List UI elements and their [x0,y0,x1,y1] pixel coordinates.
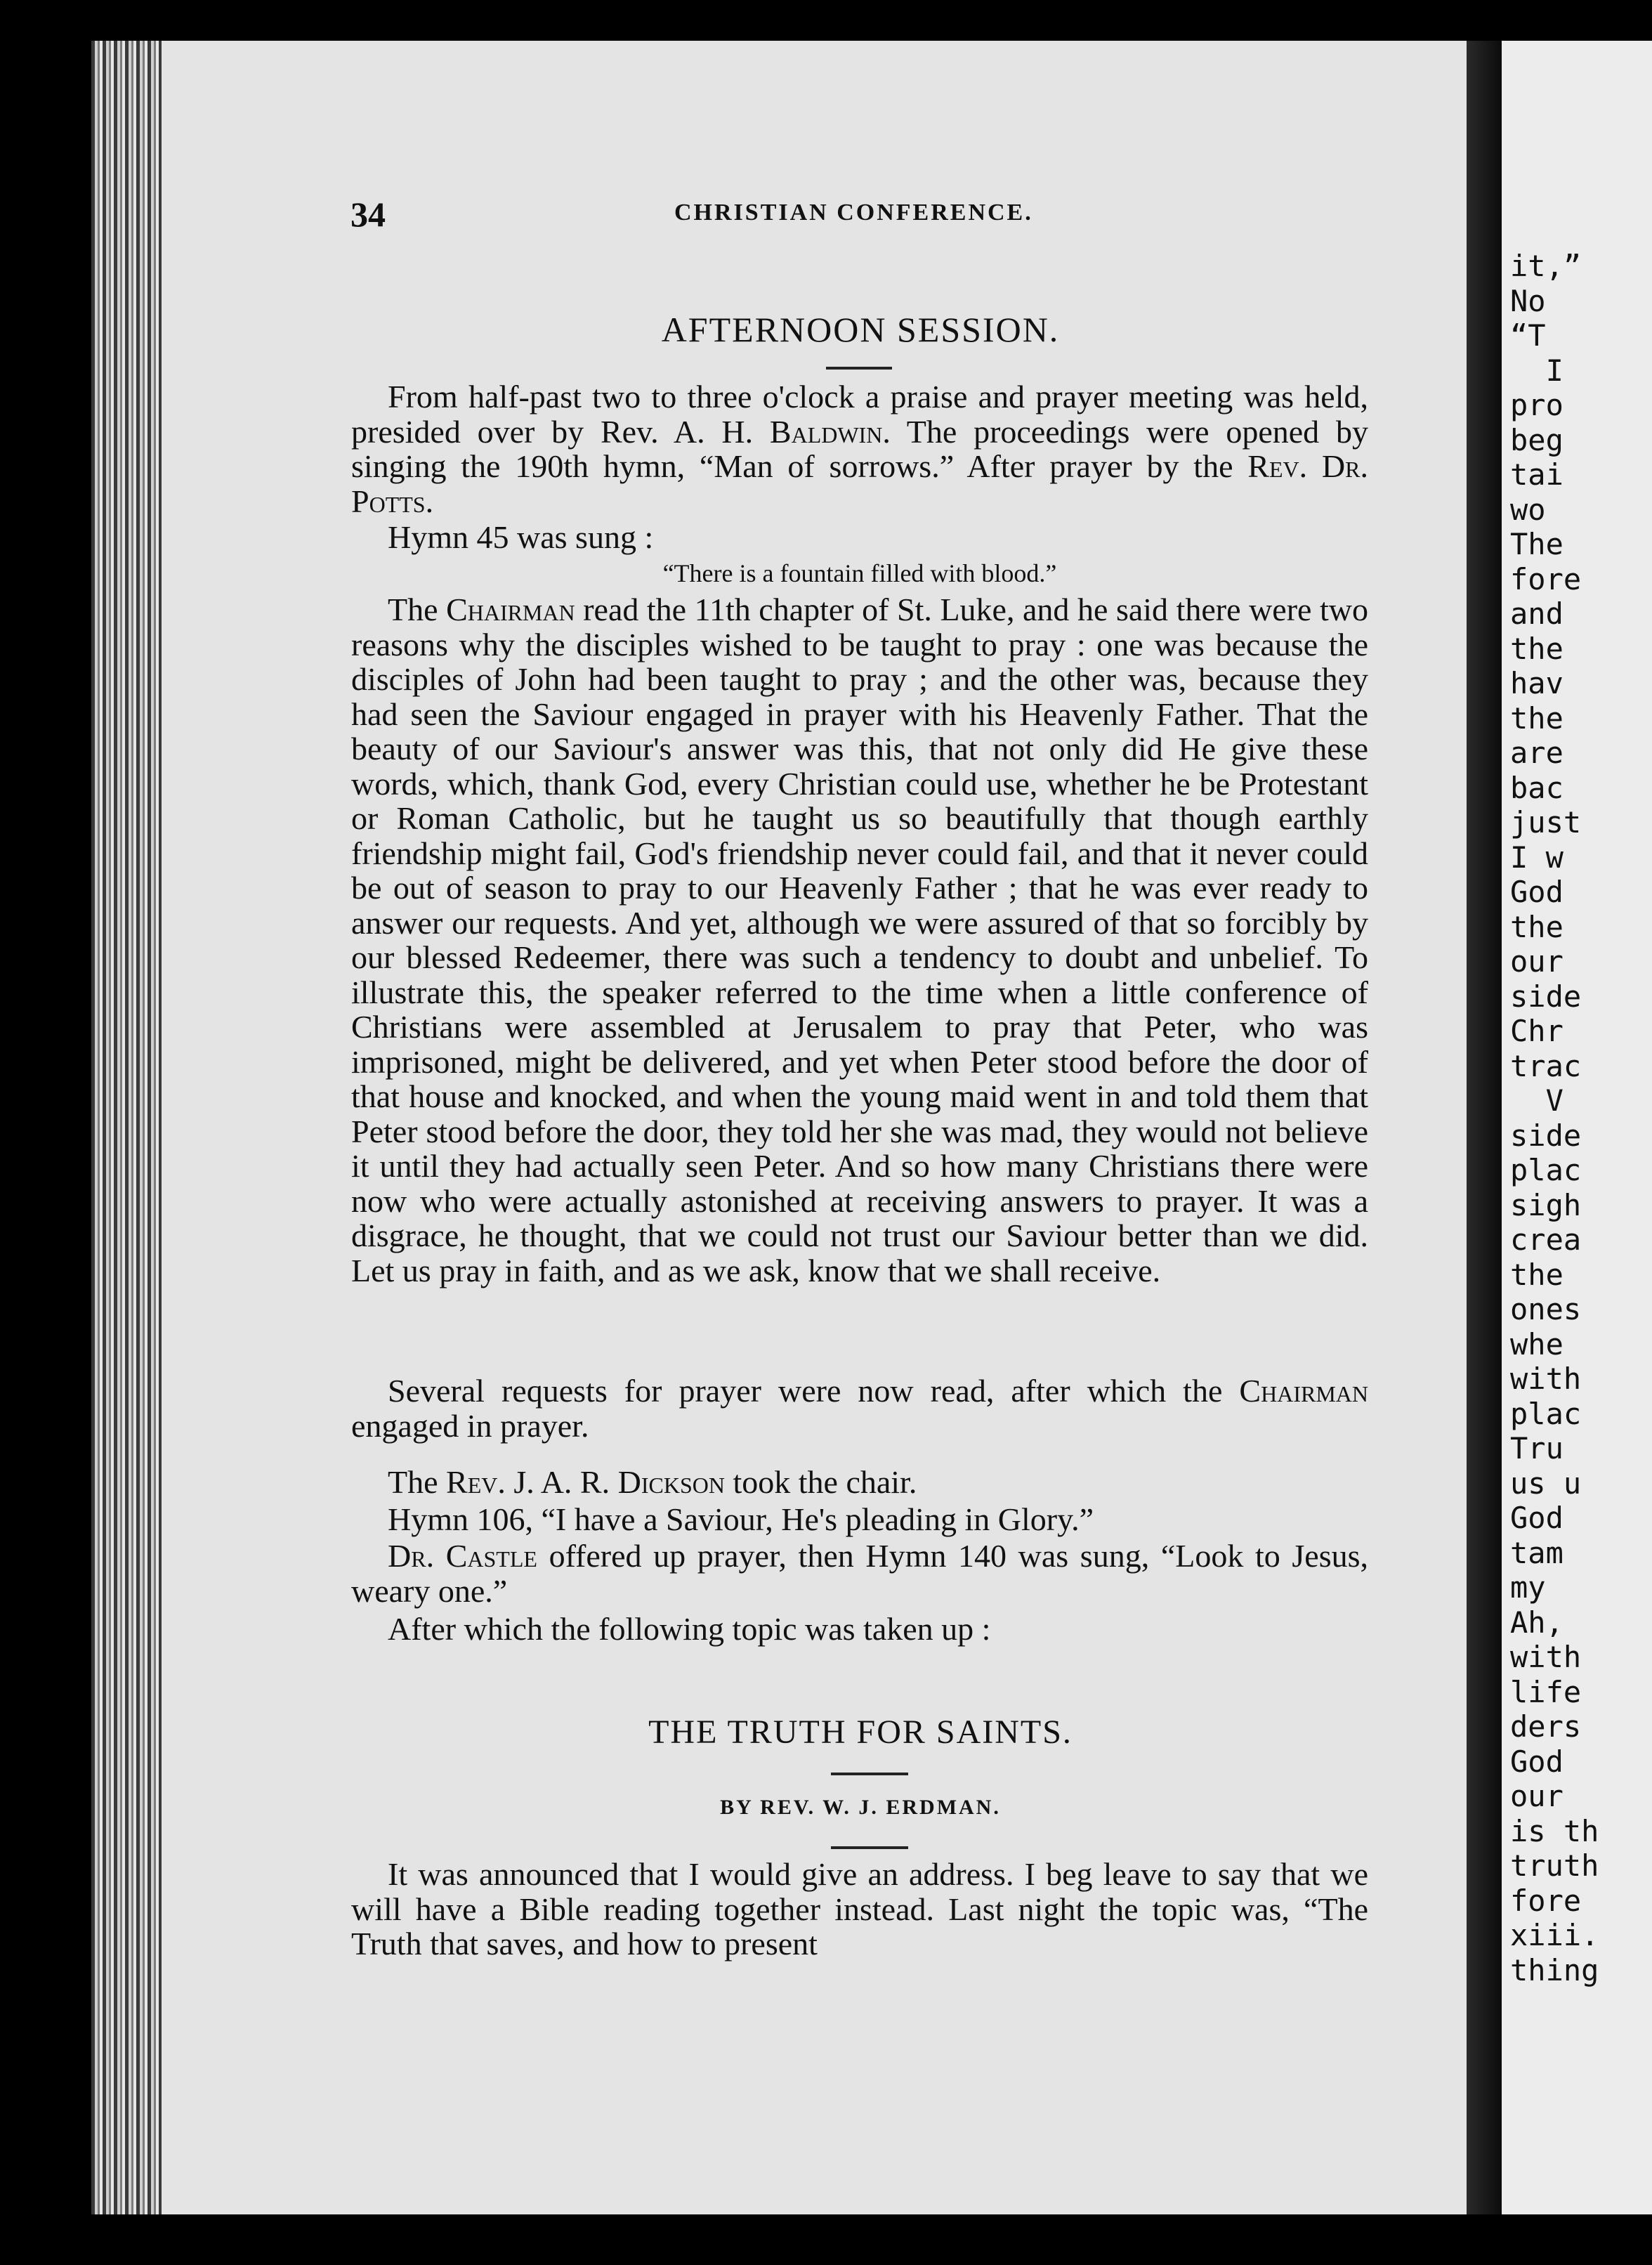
page-header [91,194,1467,236]
author-byline: BY REV. W. J. ERDMAN. [720,1796,1001,1819]
book-gutter [1467,41,1502,2214]
paragraph: From half-past two to three o'clock a praise and prayer meeting was held, presided over by Rev. A. H. Baldwin. The proceedings were opened by singing the 190th hymn, “Man of sorrows.” After prayer by the Rev. Dr. Potts. [351,379,1368,519]
paragraph: It was announced that I would give an address. I beg leave to say that we will have a Bible reading together instead. Last night the topic was, “The Truth that saves, and how to present [351,1856,1368,1962]
page-number: 34 [350,195,386,234]
paragraph: The Chairman read the 11th chapter of St. Luke, and he said there were two reasons why the disciples wished to be taught to pray : one was because the disciples of John had been taught to pray ; and the other was, because they had seen the Saviour engaged in prayer with his Heavenly Father. That the beauty of our Saviour's answer was this, that not only did He give these words, which, thank God, every Christian could use, whether he be Protestant or Roman Catholic, but he taught us so beautifully that though earthly friendship might fail, God's friendship never could fail, and that it never could be out of season to pray to our Heavenly Father ; that he was ever ready to answer our requests. And yet, although we were assured of that so forcibly by our blessed Redeemer, there was such a tendency to doubt and unbelief. To illustrate this, the speaker referred to the time when a little conference of Christians were assembled at Jerusalem to pray that Peter, who was imprisoned, might be delivered, and yet when Peter stood before the door of that house and knocked, and when the young maid went in and told them that Peter stood before the door, they told her she was mad, they would not believe it until they had actually seen Peter. And so how many Christians there were now who were actually astonished at receiving answers to prayer. It was a disgrace, he thought, that we could not trust our Saviour better than we did. Let us pray in faith, and as we ask, know that we shall receive. [351,592,1369,1288]
heading-rule [826,367,892,370]
section-heading: THE TRUTH FOR SAINTS. [648,1714,1073,1751]
paragraph: After which the following topic was taken up : [388,1611,991,1647]
hymn-quote: “There is a fountain filled with blood.” [662,559,1057,587]
running-head: CHRISTIAN CONFERENCE. [674,200,1033,226]
paragraph: Several requests for prayer were now read, after which the Chairman engaged in prayer. [351,1373,1368,1444]
section-heading: AFTERNOON SESSION. [661,310,1060,349]
heading-rule [831,1773,908,1775]
heading-rule [831,1846,908,1849]
right-page-cropped [1502,41,1652,2214]
right-page-text-fragments: it,” No “T I pro beg tai wo The fore and the hav the are bac just I w God the our side Chr trac V side plac sigh crea the ones whe with plac Tru us u God tam my Ah, with life ders God our is th truth fore xiii. thing [1510,249,1599,1987]
page-edges [91,41,162,2214]
paragraph: Dr. Castle offered up prayer, then Hymn 140 was sung, “Look to Jesus, weary one.” [351,1538,1369,1609]
paragraph: The Rev. J. A. R. Dickson took the chair. [388,1464,917,1500]
paragraph: Hymn 45 was sung : [388,519,654,555]
left-page [91,41,1467,2214]
paragraph: Hymn 106, “I have a Saviour, He's pleading in Glory.” [388,1501,1094,1537]
